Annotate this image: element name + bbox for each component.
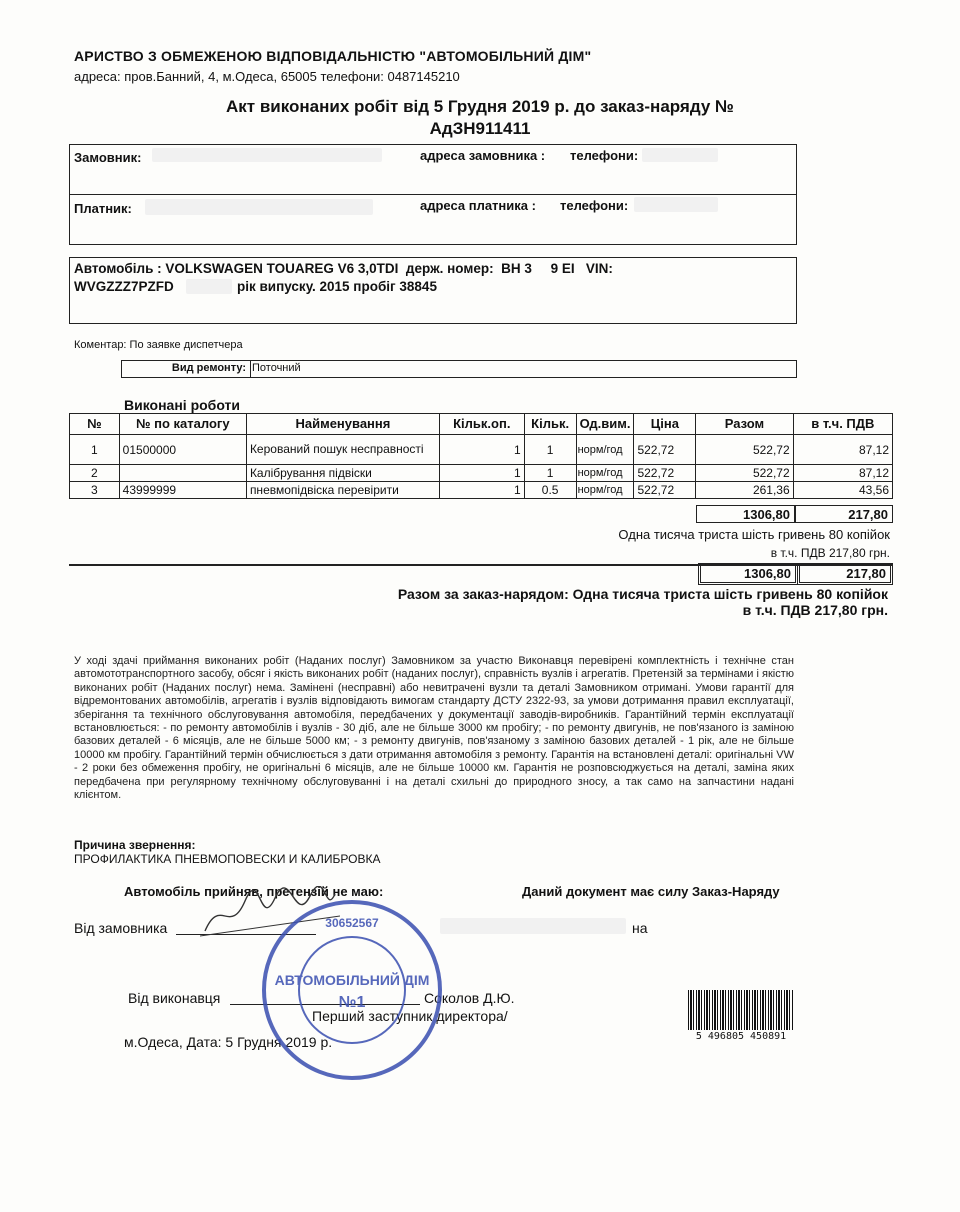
works-table — [69, 413, 893, 499]
row-name: пневмопідвіска перевірити — [246, 482, 439, 499]
from-customer-label: Від замовника — [74, 920, 168, 936]
accepted-statement: Автомобіль прийняв, претензій не маю: — [124, 884, 384, 899]
row-vat: 87,12 — [793, 435, 892, 465]
customer-address-label: адреса замовника : — [420, 148, 546, 163]
payer-address-label: адреса платника : — [420, 198, 536, 213]
redacted-payer — [145, 199, 373, 215]
order-total-words: Разом за заказ-нарядом: Одна тисяча триста шість гривень 80 копійок — [397, 586, 888, 602]
vehicle-vin-prefix: WVGZZZ7PZFD — [74, 279, 174, 294]
works-sum-words: Одна тисяча триста шість гривень 80 копійок — [618, 527, 890, 542]
row-unit: норм/год — [576, 482, 634, 499]
row-qty: 1 — [524, 435, 576, 465]
row-name: Калібрування підвіски — [246, 465, 439, 482]
row-qty-op: 1 — [439, 435, 524, 465]
vehicle-year-mileage: рік випуску. 2015 пробіг 38845 — [237, 279, 437, 294]
row-qty: 1 — [524, 465, 576, 482]
row-total: 261,36 — [696, 482, 793, 499]
row-unit: норм/год — [576, 435, 634, 465]
works-sum-vat: 217,80 — [795, 505, 893, 523]
warranty-terms: У ході здачі приймання виконаних робіт (Наданих послуг) Замовником за участю Виконавця перевірені комплектність і технічне стан автомототранспортного засобу, обсяг і якість виконаних робіт (наданих послуг), справність вузлів і агрегатів. Претензій за термінами і якістю виконаних робіт (Наданих послуг) нема. Замінені (несправні) або невитрачені вузли та деталі Замовником отримані. Умови гарантії для відремонтованих автомобілів, агрегатів і вузлів відповідають вимогам стандарту ДСТУ 2322-93, за умови дотримання правил експлуатації, зберігання та технічного обслуговування автомобіля, передбачених у документації заводів-виробників. Гарантійний термін експлуатації встановлюється: - по ремонту автомобілів і вузлів - 30 діб, але не більше 3000 км пробігу; - по ремонту двигунів, не пов'язаного із заміною базових деталей - 6 місяців, але не більше 5000 км; - з ремонту двигунів, пов'язаному з заміною базових деталей - 1 рік, але не більше 10000 км пробігу. Гарантійний термін обчислюється з дати отримання автомобіля з ремонту. Гарантія на встановлені деталі: оригінальні VW - 2 роки без обмеження пробігу, не оригінальні 6 місяців, але не більше 10000 км. Гарантія не розповсюджується на деталі, заміна яких передбачена при регулярному технічному обслуговуванні і на деталі схильні до природного зносу, а так само на запчастини надані клієнтом. — [74, 655, 794, 802]
table-row — [70, 482, 893, 499]
stamp-inner-ring — [298, 936, 406, 1044]
row-qty: 0.5 — [524, 482, 576, 499]
row-total: 522,72 — [696, 465, 793, 482]
company-name: АРИСТВО З ОБМЕЖЕНОЮ ВІДПОВІДАЛЬНІСТЮ "АВТОМОБІЛЬНИЙ ДІМ" — [74, 48, 592, 64]
document-validity: Даний документ має силу Заказ-Наряду — [522, 884, 780, 899]
payer-phone-label: телефони: — [560, 198, 629, 213]
col-name: Найменування — [246, 414, 439, 435]
redacted-vin — [186, 279, 232, 294]
row-qty-op: 1 — [439, 482, 524, 499]
stamp-number: №1 — [338, 994, 366, 1011]
row-vat: 87,12 — [793, 465, 892, 482]
vehicle-line-1: Автомобіль : VOLKSWAGEN TOUAREG V6 3,0TDI держ. номер: ВН 3 9 ЕІ VIN: — [74, 261, 613, 276]
row-vat: 43,56 — [793, 482, 892, 499]
customer-phone-label: телефони: — [570, 148, 639, 163]
row-number: 1 — [70, 435, 120, 465]
company-address: адреса: пров.Банний, 4, м.Одеса, 65005 телефони: 0487145210 — [74, 69, 460, 84]
contractor-name: Соколов Д.Ю. — [424, 990, 515, 1006]
barcode — [688, 990, 794, 1030]
customer-label: Замовник: — [74, 150, 142, 165]
row-number: 2 — [70, 465, 120, 482]
works-title: Виконані роботи — [124, 397, 240, 413]
order-total-vat: 217,80 — [797, 563, 893, 585]
order-total-sum: 1306,80 — [698, 563, 798, 585]
comment: Коментар: По заявке диспетчера — [74, 339, 243, 351]
row-catalog: 01500000 — [119, 435, 246, 465]
redacted-payer-phone — [634, 197, 718, 212]
col-qty-op: Кільк.оп. — [439, 414, 524, 435]
order-total-vat-words: в т.ч. ПДВ 217,80 грн. — [742, 602, 888, 618]
row-price: 522,72 — [634, 435, 696, 465]
repair-type-value: Поточний — [252, 362, 301, 374]
stamp-code: 30652567 — [325, 916, 379, 930]
col-price: Ціна — [634, 414, 696, 435]
from-contractor-label: Від виконавця — [128, 990, 221, 1006]
company-stamp — [262, 900, 442, 1080]
row-price: 522,72 — [634, 465, 696, 482]
payer-label: Платник: — [74, 201, 132, 216]
repair-type-label: Вид ремонту: — [171, 362, 246, 374]
col-qty: Кільк. — [524, 414, 576, 435]
redacted-customer — [152, 148, 382, 162]
row-number: 3 — [70, 482, 120, 499]
row-unit: норм/год — [576, 465, 634, 482]
place-date: м.Одеса, Дата: 5 Грудня 2019 р. — [124, 1034, 333, 1050]
col-unit: Од.вим. — [576, 414, 634, 435]
row-name: Керований пошук несправності — [246, 435, 439, 465]
redacted-customer-phone — [642, 148, 718, 162]
table-row — [70, 435, 893, 465]
reason-label: Причина звернення: — [74, 838, 196, 852]
table-row — [70, 465, 893, 482]
col-number: № — [70, 414, 120, 435]
row-price: 522,72 — [634, 482, 696, 499]
row-catalog — [119, 465, 246, 482]
stamp-name: АВТОМОБІЛЬНИЙ ДІМ — [274, 972, 430, 988]
works-sum-vat-words: в т.ч. ПДВ 217,80 грн. — [770, 546, 890, 560]
order-number: АдЗН911411 — [429, 119, 531, 138]
works-sum-total: 1306,80 — [696, 505, 795, 523]
col-vat: в т.ч. ПДВ — [793, 414, 892, 435]
col-total: Разом — [696, 414, 793, 435]
row-total: 522,72 — [696, 435, 793, 465]
row-catalog: 43999999 — [119, 482, 246, 499]
reason-value: ПРОФИЛАКТИКА ПНЕВМОПОВЕСКИ И КАЛИБРОВКА — [74, 852, 381, 866]
row-qty-op: 1 — [439, 465, 524, 482]
act-title: Акт виконаних робіт від 5 Грудня 2019 р. до заказ-наряду № — [226, 97, 734, 116]
redacted-customer-name — [440, 918, 626, 934]
table-header-row — [70, 414, 893, 435]
contractor-position: Перший заступник директора/ — [312, 1008, 508, 1024]
col-catalog: № по каталогу — [119, 414, 246, 435]
na-label: на — [632, 920, 648, 936]
barcode-digits: 5 496805 450891 — [688, 1031, 794, 1042]
